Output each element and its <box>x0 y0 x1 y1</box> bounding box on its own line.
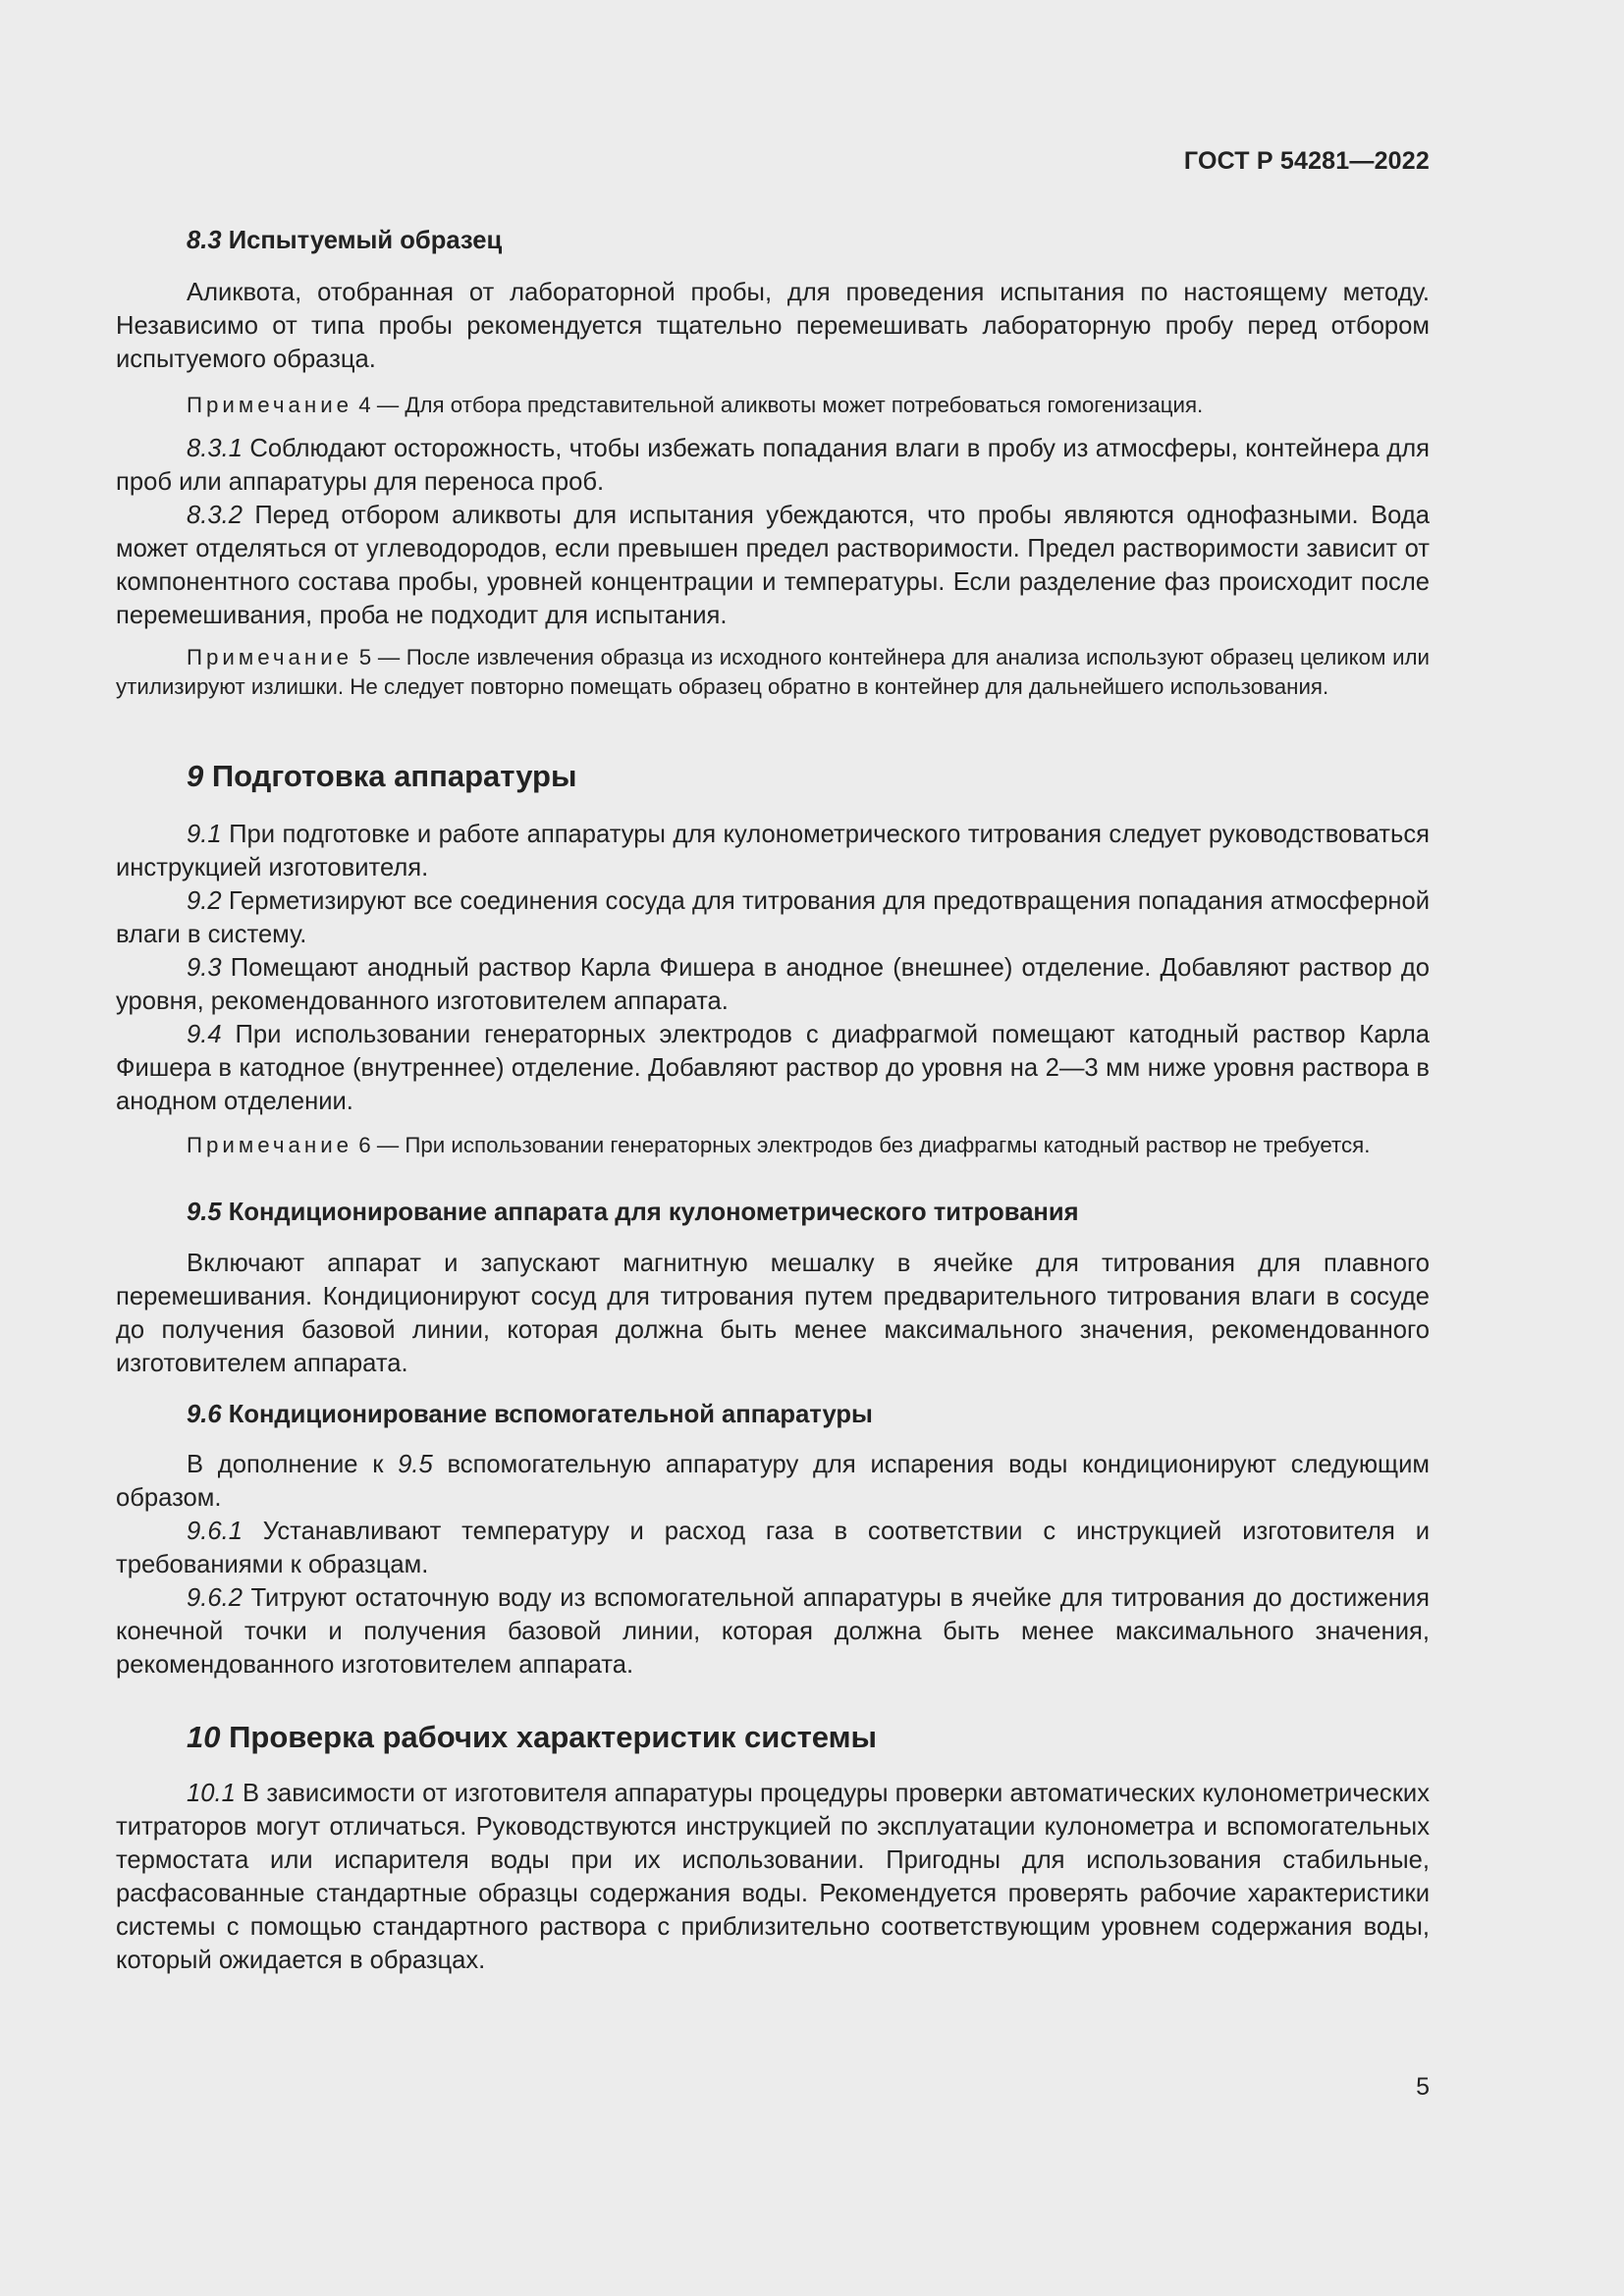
subsection-number: 9.6 <box>187 1401 222 1428</box>
document-header: ГОСТ Р 54281—2022 <box>1183 147 1430 175</box>
section-number: 9 <box>187 759 204 793</box>
clause-text: В зависимости от изготовителя аппаратуры процедуры проверки автоматических кулонометрических титраторов могут отличаться. Руководствуются инструкцией по эксплуатации кулонометра и вспомогательных термостата или испарителя воды при их использовании. Пригодны для использования стабильные, расфасованные стандартные образцы содержания воды. Рекомендуется проверять рабочие характеристики системы с помощью стандартного раствора с приблизительно соответствующим уровнем содержания воды, который ожидается в образцах. <box>116 1780 1430 1974</box>
subsection-heading-8-3 <box>116 224 1430 257</box>
paragraph-9-4 <box>116 1018 1430 1118</box>
clause-text: Титруют остаточную воду из вспомогательной аппаратуры в ячейке для титрования до достижения конечной точки и получения базовой линии, которая должна быть менее максимального значения, рекомендованного изготовителем аппарата. <box>116 1584 1430 1679</box>
text-part: вспомогательную аппаратуру для испарения воды кондиционируют следующим образом. <box>116 1451 1430 1512</box>
clause-number: 9.2 <box>187 887 222 915</box>
paragraph-8-3-1 <box>116 432 1430 499</box>
section-number: 10 <box>187 1720 221 1754</box>
clause-text: При подготовке и работе аппаратуры для кулонометрического титрования следует руководствоваться инструкцией изготовителя. <box>116 821 1430 881</box>
subsection-title: Испытуемый образец <box>228 227 503 254</box>
paragraph-9-2 <box>116 884 1430 951</box>
clause-number: 9.1 <box>187 821 222 848</box>
subsection-number: 8.3 <box>187 227 222 254</box>
section-title: Подготовка аппаратуры <box>211 759 577 793</box>
subsection-heading-9-6 <box>116 1398 1430 1431</box>
note-text: 6 — При использовании генераторных электродов без диафрагмы катодный раствор не требуется. <box>358 1133 1371 1157</box>
clause-reference: 9.5 <box>398 1451 433 1478</box>
clause-number: 8.3.1 <box>187 435 243 462</box>
subsection-title: Кондиционирование вспомогательной аппаратуры <box>228 1401 873 1428</box>
paragraph-9-6-1 <box>116 1515 1430 1581</box>
clause-number: 9.3 <box>187 954 222 982</box>
paragraph: Аликвота, отобранная от лабораторной пробы, для проведения испытания по настоящему методу. Независимо от типа пробы рекомендуется тщательно перемешивать лабораторную пробу перед отбором испытуемого образца. <box>116 279 1430 373</box>
clause-text: Соблюдают осторожность, чтобы избежать попадания влаги в пробу из атмосферы, контейнера для проб или аппаратуры для переноса проб. <box>116 435 1430 496</box>
paragraph-8-3-2 <box>116 499 1430 632</box>
paragraph-9-6 <box>116 1448 1430 1515</box>
note-4 <box>116 391 1430 420</box>
subsection-heading-9-5 <box>116 1196 1430 1229</box>
note-text: 4 — Для отбора представительной аликвоты может потребоваться гомогенизация. <box>358 393 1204 417</box>
subsection-number: 9.5 <box>187 1199 222 1226</box>
text-part: В дополнение к <box>187 1451 384 1478</box>
paragraph-9-1 <box>116 818 1430 884</box>
page-content <box>116 224 1430 1977</box>
section-heading-9 <box>116 757 1430 796</box>
note-text: 5 — После извлечения образца из исходного контейнера для анализа используют образец целиком или утилизируют излишки. Не следует повторно помещать образец обратно в контейнер для дальнейшего использования. <box>116 645 1430 699</box>
section-heading-10 <box>116 1718 1430 1757</box>
note-5 <box>116 643 1430 702</box>
clause-number: 9.6.1 <box>187 1518 243 1545</box>
clause-number: 9.4 <box>187 1021 222 1048</box>
paragraph-10-1 <box>116 1777 1430 1977</box>
subsection-title: Кондиционирование аппарата для кулонометрического титрования <box>228 1199 1079 1226</box>
note-label: Примечание <box>187 1133 353 1157</box>
clause-text: Перед отбором аликвоты для испытания убеждаются, что пробы являются однофазными. Вода может отделяться от углеводородов, если превышен предел растворимости. Предел растворимости зависит от компонентного состава пробы, уровней концентрации и температуры. Если разделение фаз происходит после перемешивания, проба не подходит для испытания. <box>116 502 1430 629</box>
section-title: Проверка рабочих характеристик системы <box>229 1720 878 1754</box>
note-label: Примечание <box>187 645 353 669</box>
page-number: 5 <box>1416 2073 1430 2101</box>
clause-number: 8.3.2 <box>187 502 243 529</box>
clause-text: При использовании генераторных электродов с диафрагмой помещают катодный раствор Карла Фишера в катодное (внутреннее) отделение. Добавляют раствор до уровня на 2—3 мм ниже уровня раствора в анодном отделении. <box>116 1021 1430 1115</box>
clause-text: Помещают анодный раствор Карла Фишера в анодное (внешнее) отделение. Добавляют раствор до уровня, рекомендованного изготовителем аппарата. <box>116 954 1430 1015</box>
note-label: Примечание <box>187 393 353 417</box>
clause-number: 9.6.2 <box>187 1584 243 1612</box>
paragraph-9-3 <box>116 951 1430 1018</box>
paragraph-9-6-2 <box>116 1581 1430 1682</box>
clause-number: 10.1 <box>187 1780 236 1807</box>
clause-text: Герметизируют все соединения сосуда для титрования для предотвращения попадания атмосферной влаги в систему. <box>116 887 1430 948</box>
clause-text: Устанавливают температуру и расход газа в соответствии с инструкцией изготовителя и требованиями к образцам. <box>116 1518 1430 1578</box>
note-6 <box>116 1131 1430 1160</box>
paragraph: Включают аппарат и запускают магнитную мешалку в ячейке для титрования для плавного перемешивания. Кондиционируют сосуд для титрования путем предварительного титрования влаги в сосуде до получения базовой линии, которая должна быть менее максимального значения, рекомендованного изготовителем аппарата. <box>116 1250 1430 1377</box>
